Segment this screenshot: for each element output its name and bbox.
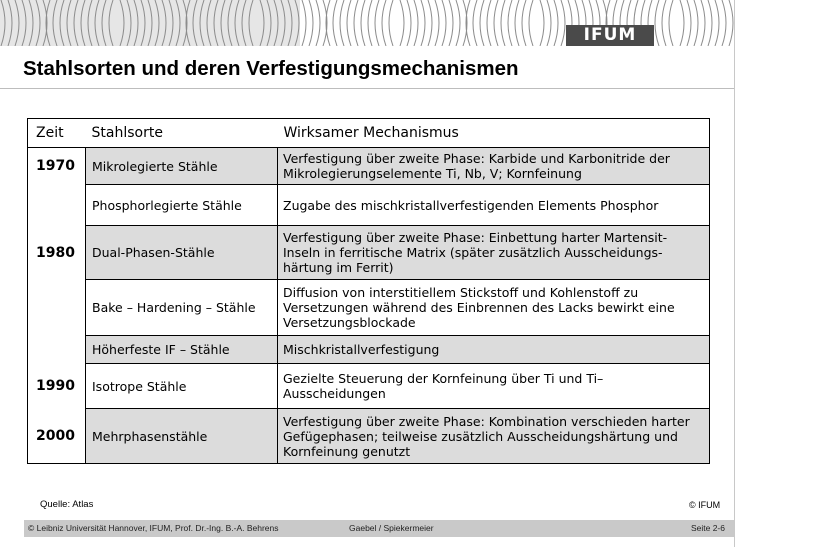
banner-stripe	[715, 0, 719, 46]
banner-stripe	[407, 0, 411, 46]
mechanismus-line: Diffusion von interstitiellem Stickstoff und Kohlenstoff zu	[283, 285, 639, 300]
table-row	[28, 148, 710, 185]
banner-stripe	[669, 0, 673, 46]
mechanismus-cell	[278, 226, 710, 280]
footer-page-number: Seite 2-6	[690, 523, 725, 533]
stahlsorte-cell: Dual-Phasen-Stähle	[86, 226, 278, 280]
mechanismus-line: Gefügephasen; teilweise zusätzlich Ausscheidungshärtung und	[283, 428, 678, 444]
mechanismus-line: Gezielte Steuerung der Kornfeinung über Ti und Ti–	[283, 371, 604, 386]
banner-stripe	[442, 0, 446, 46]
banner-stripe	[655, 0, 659, 46]
mechanismus-line: härtung im Ferrit)	[283, 260, 394, 275]
table-header-row	[28, 119, 710, 148]
banner-stripe	[302, 0, 306, 46]
banner-stripe	[494, 0, 498, 46]
banner-stripe	[708, 0, 712, 46]
year-empty	[28, 185, 86, 226]
table-row	[28, 336, 710, 364]
stahlsorte-cell: Höherfeste IF – Stähle	[86, 336, 278, 364]
banner-stripe	[561, 0, 565, 46]
banner-stripe	[522, 0, 526, 46]
table-row	[28, 280, 710, 336]
year-empty	[28, 280, 86, 336]
mechanismus-cell	[278, 148, 710, 185]
table-row	[28, 185, 710, 226]
header-zeit: Zeit	[28, 119, 86, 148]
banner-stripe	[428, 0, 432, 46]
mechanismus-cell	[278, 336, 710, 364]
year-1970: 1970	[28, 148, 86, 185]
banner-stripe	[508, 0, 512, 46]
banner-stripe	[333, 0, 337, 46]
mechanismus-line: Verfestigung über zweite Phase: Kombination verschieden harter	[283, 413, 690, 429]
banner-stripe	[722, 0, 726, 46]
stahlsorte-cell: Mikrolegierte Stähle	[86, 148, 278, 185]
banner-stripe	[368, 0, 372, 46]
banner-stripe	[456, 0, 460, 46]
banner-stripe	[361, 0, 365, 46]
year-empty	[28, 336, 86, 364]
banner-stripe	[694, 0, 698, 46]
banner-stripe	[309, 0, 313, 46]
table-row	[28, 409, 710, 464]
banner-stripe	[547, 0, 551, 46]
banner-stripe	[316, 0, 320, 46]
source-note: Quelle: Atlas	[40, 499, 94, 510]
stahlsorte-cell: Bake – Hardening – Stähle	[86, 280, 278, 336]
mechanismus-cell	[278, 280, 710, 336]
banner-stripe	[354, 0, 358, 46]
banner-stripe	[680, 0, 684, 46]
header-stahlsorte: Stahlsorte	[86, 119, 278, 148]
copyright-note: © IFUM	[689, 500, 721, 510]
mechanismus-cell	[278, 409, 710, 464]
table-row	[28, 226, 710, 280]
banner-stripe	[473, 0, 477, 46]
mechanismus-cell	[278, 185, 710, 226]
banner-stripe	[400, 0, 404, 46]
banner-stripe	[687, 0, 691, 46]
mechanismus-line: Versetzungen während des Einbrennen des Lacks bewirkt eine	[283, 300, 675, 315]
stahlsorte-cell: Phosphorlegierte Stähle	[86, 185, 278, 226]
banner-stripe	[382, 0, 386, 46]
mechanismus-line: Kornfeinung genutzt	[283, 443, 411, 459]
banner-stripe	[375, 0, 379, 46]
banner-stripe	[340, 0, 344, 46]
banner-stripe	[540, 0, 544, 46]
page-title: Stahlsorten und deren Verfestigungsmechanismen	[23, 57, 519, 80]
banner-stripe	[449, 0, 453, 46]
mechanismus-line: Verfestigung über zweite Phase: Einbettung harter Martensit-	[283, 230, 668, 245]
table-row	[28, 364, 710, 409]
banner-stripe	[421, 0, 425, 46]
slide-edge-line	[734, 0, 735, 547]
banner-stripe	[487, 0, 491, 46]
title-divider	[0, 88, 735, 89]
banner-stripe	[701, 0, 705, 46]
mechanismus-line: Mischkristallverfestigung	[283, 342, 440, 357]
banner-stripe	[389, 0, 393, 46]
mechanism-table	[27, 118, 710, 464]
banner-stripe	[501, 0, 505, 46]
stahlsorte-cell: Isotrope Stähle	[86, 364, 278, 409]
stahlsorte-cell: Mehrphasenstähle	[86, 409, 278, 464]
mechanismus-line: Verfestigung über zweite Phase: Karbide und Karbonitride der	[283, 151, 670, 166]
year-2000: 2000	[28, 409, 86, 464]
banner-stripe	[729, 0, 733, 46]
mechanismus-line: Versetzungsblockade	[283, 315, 416, 330]
year-1990: 1990	[28, 364, 86, 409]
banner-stripe	[435, 0, 439, 46]
banner-stripe	[529, 0, 533, 46]
mechanismus-cell	[278, 364, 710, 409]
banner-stripe	[414, 0, 418, 46]
footer-authors: Gaebel / Spiekermeier	[349, 523, 434, 533]
header-banner	[0, 0, 735, 46]
banner-stripe	[554, 0, 558, 46]
banner-stripe	[347, 0, 351, 46]
footer-bar	[24, 520, 735, 537]
footer-university: © Leibniz Universität Hannover, IFUM, Prof. Dr.-Ing. B.-A. Behrens	[28, 523, 279, 533]
year-1980: 1980	[28, 226, 86, 280]
mechanismus-line: Inseln in ferritische Matrix (später zusätzlich Ausscheidungs-	[283, 245, 663, 260]
mechanismus-line: Zugabe des mischkristallverfestigenden Elements Phosphor	[283, 197, 659, 213]
header-mechanismus: Wirksamer Mechanismus	[278, 119, 710, 148]
mechanismus-line: Ausscheidungen	[283, 386, 386, 401]
banner-stripe	[662, 0, 666, 46]
mechanismus-line: Mikrolegierungselemente Ti, Nb, V; Kornfeinung	[283, 166, 582, 181]
ifum-logo: IFUM	[566, 25, 654, 46]
banner-stripe	[480, 0, 484, 46]
banner-stripe	[515, 0, 519, 46]
